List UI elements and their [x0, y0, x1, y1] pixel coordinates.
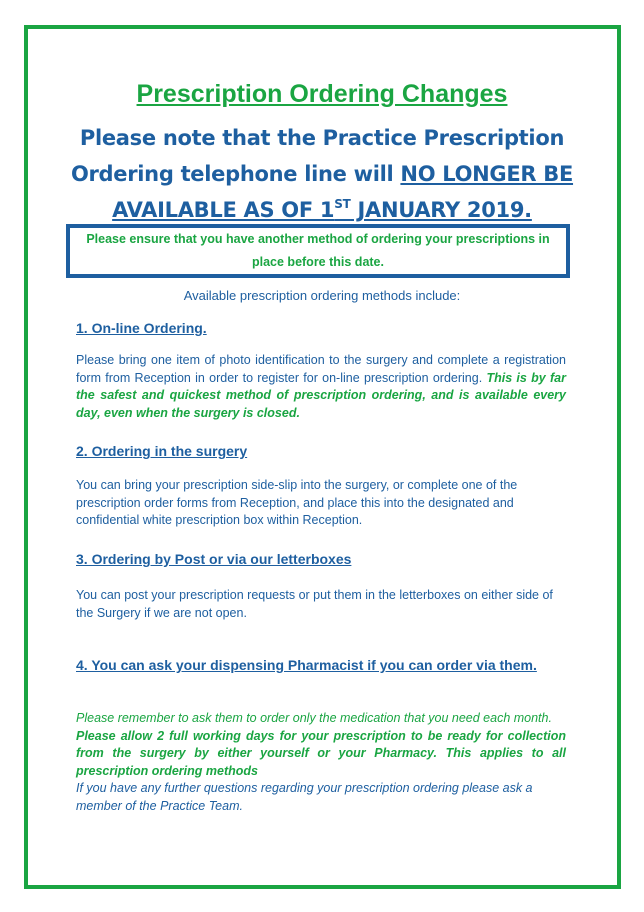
page-title: Prescription Ordering Changes	[136, 80, 508, 108]
notice-line-1: Please note that the Practice Prescription	[79, 126, 565, 150]
notice-line-3	[60, 192, 584, 228]
notice-line-2-underlined: NO LONGER BE	[400, 162, 574, 186]
notice-line-2	[60, 156, 584, 192]
post-heading: 3. Ordering by Post or via our letterboxes	[76, 551, 352, 567]
surgery-body: You can bring your prescription side-slip into the surgery, or complete one of the prescription order forms from Reception, and place this into the designated and confidential white prescription box within Reception.	[76, 478, 518, 527]
online-body	[76, 352, 566, 422]
footer-notes	[76, 710, 566, 815]
notice-line-2-plain: Ordering telephone line will	[70, 162, 401, 186]
post-body: You can post your prescription requests or put them in the letterboxes on either side of the Surgery if we are not open.	[76, 588, 553, 620]
ensure-box	[66, 224, 570, 278]
online-heading: 1. On-line Ordering.	[76, 320, 207, 336]
surgery-heading: 2. Ordering in the surgery	[76, 443, 248, 459]
notice-date-sup: ST	[334, 197, 351, 211]
notice-date-prefix: AVAILABLE AS OF 1	[112, 198, 335, 222]
allow-note: Please allow 2 full working days for your prescription to be ready for collection from the surgery by either yourself or your Pharmacy. This applies to all prescription ordering methods	[76, 728, 566, 778]
online-body-text: Please bring one item of photo identification to the surgery and complete a registration form from Reception in order to register for on-line prescription ordering.	[76, 353, 566, 385]
notice-date-suffix: JANUARY 2019.	[350, 198, 532, 222]
online-highlight: This is by far the safest and quickest method of prescription ordering, and is available every day, even when the surgery is closed.	[76, 370, 566, 420]
pharmacist-heading: 4. You can ask your dispensing Pharmacist if you can order via them.	[76, 657, 537, 673]
section-online	[76, 318, 566, 422]
notice-text	[60, 120, 584, 228]
section-surgery	[76, 441, 566, 530]
remember-note: Please remember to ask them to order only the medication that you need each month.	[76, 711, 552, 725]
section-post	[76, 549, 566, 622]
questions-note: If you have any further questions regarding your prescription ordering please ask a member of the Practice Team.	[76, 781, 533, 813]
section-pharmacist	[76, 655, 546, 675]
ensure-text: Please ensure that you have another method of ordering your prescriptions in place before this date.	[86, 232, 550, 269]
available-methods-label: Available prescription ordering methods include:	[183, 288, 461, 303]
